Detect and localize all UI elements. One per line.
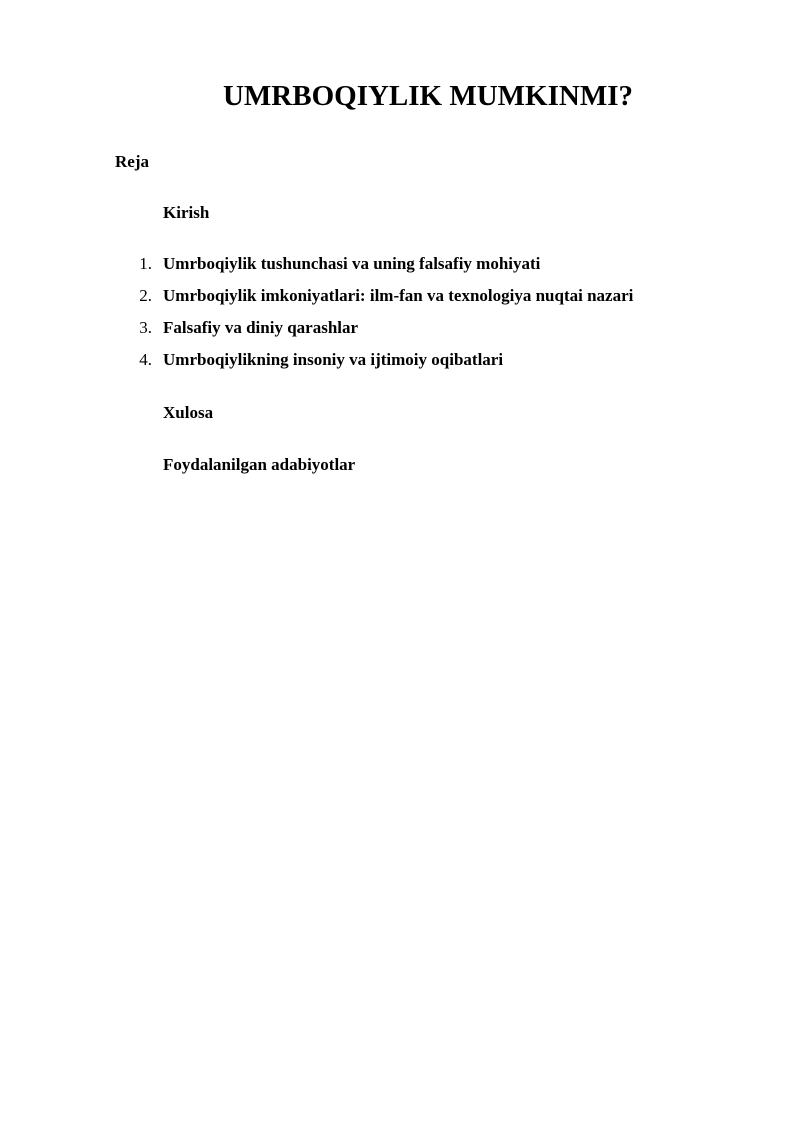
toc-item — [0, 285, 800, 317]
toc-intro: Kirish — [163, 203, 210, 222]
toc-item-number: 2. — [139, 286, 152, 305]
toc-item — [0, 253, 800, 285]
toc-conclusion: Xulosa — [163, 403, 214, 422]
toc-item — [0, 349, 800, 381]
toc-references: Foydalanilgan adabiyotlar — [163, 455, 356, 474]
toc-item-text: Umrboqiylik imkoniyatlari: ilm-fan va texnologiya nuqtai nazari — [163, 286, 634, 305]
toc-item-number: 1. — [139, 254, 152, 273]
toc-item-number: 3. — [139, 318, 152, 337]
toc-item — [0, 317, 800, 349]
plan-heading: Reja — [115, 152, 149, 171]
document-title: UMRBOQIYLIK MUMKINMI? — [222, 80, 633, 112]
toc-item-text: Falsafiy va diniy qarashlar — [163, 318, 359, 337]
toc-list — [0, 253, 800, 381]
toc-item-text: Umrboqiylikning insoniy va ijtimoiy oqibatlari — [163, 350, 504, 369]
toc-item-number: 4. — [139, 350, 152, 369]
toc-item-text: Umrboqiylik tushunchasi va uning falsafiy mohiyati — [163, 254, 541, 273]
